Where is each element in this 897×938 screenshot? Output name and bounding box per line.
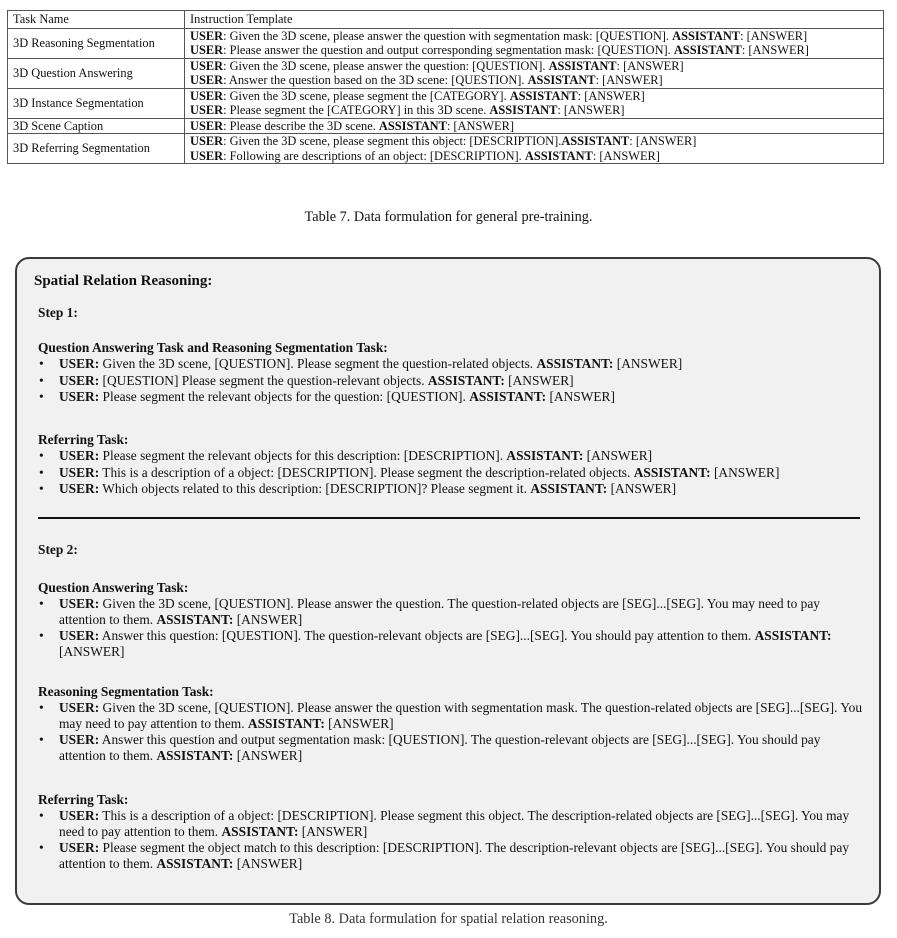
list-item: • USER: Please segment the relevant objects for this description: [DESCRIPTION]. ASSISTANT: [ANSWER] [38,448,868,464]
instruction-list [38,700,868,764]
step-2-label: Step 2: [38,542,78,557]
group-heading: Reasoning Segmentation Task: [38,684,214,699]
task-name-cell: 3D Referring Segmentation [8,134,185,164]
table-row [8,88,884,118]
list-item: • USER: This is a description of a object: [DESCRIPTION]. Please segment this object. The description-related objects are [SEG]...[SEG]. You may need to pay attention to them. ASSISTANT: [ANSWER] [38,808,868,839]
group-heading: Question Answering Task and Reasoning Segmentation Task: [38,340,388,355]
list-item: • USER: This is a description of a object: [DESCRIPTION]. Please segment the description-related objects. ASSISTANT: [ANSWER] [38,465,868,481]
instruction-list [38,596,868,660]
instruction-line: USER: Please describe the 3D scene. ASSISTANT: [ANSWER] [190,118,514,133]
table-row [8,58,884,88]
instruction-line: USER: Given the 3D scene, please answer the question with segmentation mask: [QUESTION]. ASSISTANT: [ANSWER] [190,28,808,43]
table-8-caption: Table 8. Data formulation for spatial relation reasoning. [289,911,608,927]
instruction-template-table [7,10,884,164]
instruction-line: USER: Please segment the [CATEGORY] in this 3D scene. ASSISTANT: [ANSWER] [190,103,625,117]
instruction-list [38,808,868,872]
list-item: • USER: Given the 3D scene, [QUESTION]. Please segment the question-related objects. ASSISTANT: [ANSWER] [38,356,868,372]
list-item: • USER: Answer this question and output segmentation mask: [QUESTION]. The question-relevant objects are [SEG]...[SEG]. You should pay attention to them. ASSISTANT: [ANSWER] [38,732,868,763]
list-item: • USER: Answer this question: [QUESTION]. The question-relevant objects are [SEG]...[SEG]. You should pay attention to them. ASSISTANT: [ANSWER] [38,628,868,659]
instruction-line: USER: Given the 3D scene, please segment this object: [DESCRIPTION].ASSISTANT: [ANSWER] [190,134,697,148]
instruction-line: USER: Please answer the question and output corresponding segmentation mask: [QUESTION]. ASSISTANT: [ANSWER] [190,43,809,57]
instruction-line: USER: Following are descriptions of an object: [DESCRIPTION]. ASSISTANT: [ANSWER] [190,148,660,163]
list-item: • USER: Please segment the object match to this description: [DESCRIPTION]. The description-relevant objects are [SEG]...[SEG]. You should pay attention to them. ASSISTANT: [ANSWER] [38,840,868,871]
task-name-cell: 3D Instance Segmentation [8,88,185,118]
instruction-cell [185,88,884,118]
table-row [8,118,884,134]
table-7-caption: Table 7. Data formulation for general pre-training. [304,209,593,225]
task-name-cell: 3D Scene Caption [8,118,185,134]
instruction-cell [185,58,884,88]
table-row [8,28,884,58]
instruction-cell [185,134,884,164]
header-task-name: Task Name [8,11,185,29]
step-divider [38,517,860,519]
header-instruction-template: Instruction Template [185,11,884,29]
instruction-list [38,356,868,406]
task-name-cell: 3D Reasoning Segmentation [8,28,185,58]
list-item: • USER: Which objects related to this description: [DESCRIPTION]? Please segment it. ASSISTANT: [ANSWER] [38,481,868,497]
list-item: • USER: Please segment the relevant objects for the question: [QUESTION]. ASSISTANT: [ANSWER] [38,389,868,405]
instruction-line: USER: Given the 3D scene, please answer the question: [QUESTION]. ASSISTANT: [ANSWER] [190,58,684,73]
list-item: • USER: Given the 3D scene, [QUESTION]. Please answer the question with segmentation mask. The question-related objects are [SEG]...[SEG]. You may need to pay attention to them. ASSISTANT: [ANSWER] [38,700,868,731]
list-item: • USER: [QUESTION] Please segment the question-relevant objects. ASSISTANT: [ANSWER] [38,373,868,389]
list-item: • USER: Given the 3D scene, [QUESTION]. Please answer the question. The question-related objects are [SEG]...[SEG]. You may need to pay attention to them. ASSISTANT: [ANSWER] [38,596,868,627]
box-title: Spatial Relation Reasoning: [34,273,213,289]
group-heading: Referring Task: [38,792,129,807]
instruction-cell [185,118,884,134]
step-1-label: Step 1: [38,305,78,320]
instruction-cell [185,28,884,58]
instruction-line: USER: Answer the question based on the 3D scene: [QUESTION]. ASSISTANT: [ANSWER] [190,73,663,87]
group-heading: Question Answering Task: [38,580,189,595]
table-row [8,134,884,164]
group-heading: Referring Task: [38,432,129,447]
spatial-relation-reasoning-box [15,257,881,905]
task-name-cell: 3D Question Answering [8,58,185,88]
instruction-list [38,448,868,498]
instruction-line: USER: Given the 3D scene, please segment the [CATEGORY]. ASSISTANT: [ANSWER] [190,88,645,103]
table-header-row [8,11,884,29]
